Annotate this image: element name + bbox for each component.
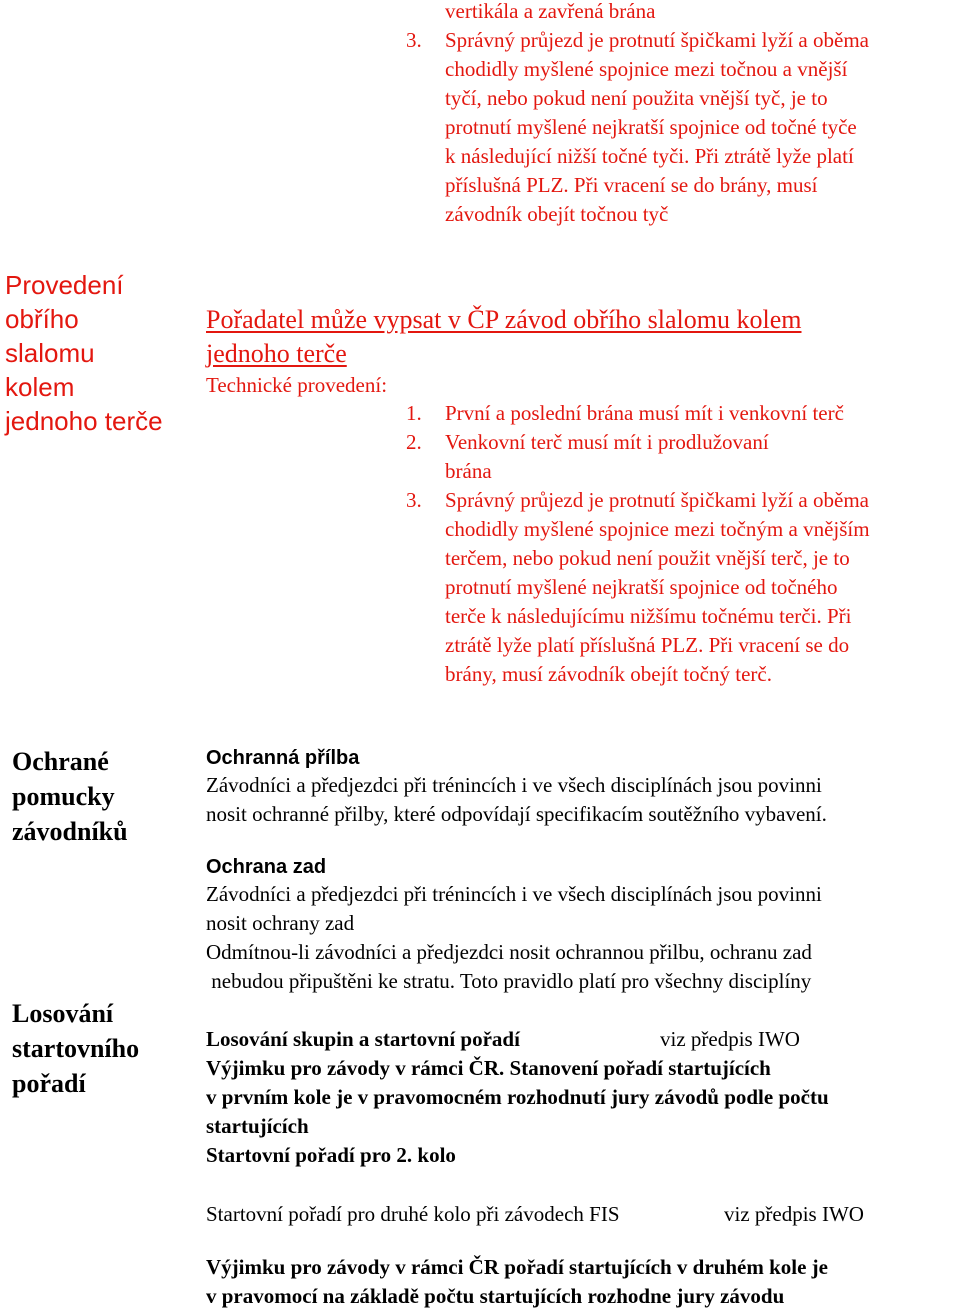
back-text [206,880,822,996]
text-line: tyčí, nebo pokud není použita vnější tyč, je to [445,86,828,110]
text-line: startujících [206,1114,309,1138]
draw-label [12,996,139,1101]
back-heading: Ochrana zad [206,856,327,878]
text-line: protnutí myšlené nejkratší spojnice od točné tyče [445,115,857,139]
label-line: Provedení [5,270,124,300]
label-line: jednoho terče [5,406,163,436]
gs-heading [206,303,802,371]
text-line: ztrátě lyže platí příslušná PLZ. Při vracení se do [445,633,850,657]
label-line: startovního [12,1034,140,1063]
draw-groups-line: Losování skupin a startovní pořadí [206,1027,520,1051]
text-line: Venkovní terč musí mít i prodlužovaní [445,430,769,454]
text-line: Výjimku pro závody v rámci ČR. Stanovení pořadí startujících [206,1056,771,1080]
label-line: závodníků [12,817,128,846]
item-number: 3. [406,488,422,512]
text-line: Odmítnou-li závodníci a předjezdci nosit ochrannou přilbu, ochranu zad [206,940,812,964]
protection-label [12,744,128,849]
label-line: Losování [12,999,114,1028]
text-line: terčem, nebo pokud není použit vnější terč, je to [445,546,850,570]
label-line: Ochrané [12,747,109,776]
second-run-line: Startovní pořadí pro druhé kolo při závodech FIS [206,1202,620,1226]
text-line: chodidly myšlené spojnice mezi točným a vnějším [445,517,870,541]
draw-groups-ref: viz předpis IWO [660,1027,800,1051]
text-line: k následující nižší točné tyči. Při ztrátě lyže platí [445,144,854,168]
text-line: Startovní pořadí pro 2. kolo [206,1143,456,1167]
text-line: protnutí myšlené nejkratší spojnice od točného [445,575,838,599]
draw-rules [206,1054,829,1170]
label-line: slalomu [5,338,95,368]
text-line: Správný průjezd je protnutí špičkami lyží a oběma [445,28,869,52]
tech-label: Technické provedení: [206,373,388,397]
text-line: nosit ochrany zad [206,911,355,935]
text-line: příslušná PLZ. Při vracení se do brány, musí [445,173,818,197]
label-line: pomucky [12,782,115,811]
text-line: brány, musí závodník obejít točný terč. [445,662,772,686]
heading-line: jednoho terče [206,339,347,368]
item-number: 3. [406,28,422,52]
label-line: obřího [5,304,79,334]
text-line: závodník obejít točnou tyč [445,202,669,226]
text-line: Závodníci a předjezdci při trénincích i ve všech disciplínách jsou povinni [206,773,822,797]
text-line: v pravomocí na základě počtu startujících rozhodne jury závodu [206,1284,785,1308]
second-run-ref: viz předpis IWO [724,1202,864,1226]
text-line: nosit ochranné přilby, které odpovídají specifikacím soutěžního vybavení. [206,802,827,826]
prev-line: vertikála a zavřená brána [445,0,656,23]
helmet-text [206,771,827,829]
text-line: Výjimku pro závody v rámci ČR pořadí startujících v druhém kole je [206,1255,828,1279]
exception-text [206,1253,828,1311]
text-line: Správný průjezd je protnutí špičkami lyží a oběma [445,488,869,512]
label-line: kolem [5,372,75,402]
text-line: Závodníci a předjezdci při trénincích i ve všech disciplínách jsou povinni [206,882,822,906]
heading-line: Pořadatel může vypsat v ČP závod obřího slalomu kolem [206,305,802,334]
gs-label [5,268,163,438]
item-number: 2. [406,430,422,454]
text-line: chodidly myšlené spojnice mezi točnou a vnější [445,57,848,81]
text-line: brána [445,459,492,483]
text-line: První a poslední brána musí mít i venkovní terč [445,401,844,425]
text-line: nebudou připuštěni ke stratu. Toto pravidlo platí pro všechny disciplíny [206,969,812,993]
text-line: terče k následujícímu nižšímu točnému terči. Při [445,604,852,628]
label-line: pořadí [12,1069,86,1098]
helmet-heading: Ochranná přílba [206,747,360,769]
item-number: 1. [406,401,422,425]
text-line: v prvním kole je v pravomocném rozhodnutí jury závodů podle počtu [206,1085,829,1109]
